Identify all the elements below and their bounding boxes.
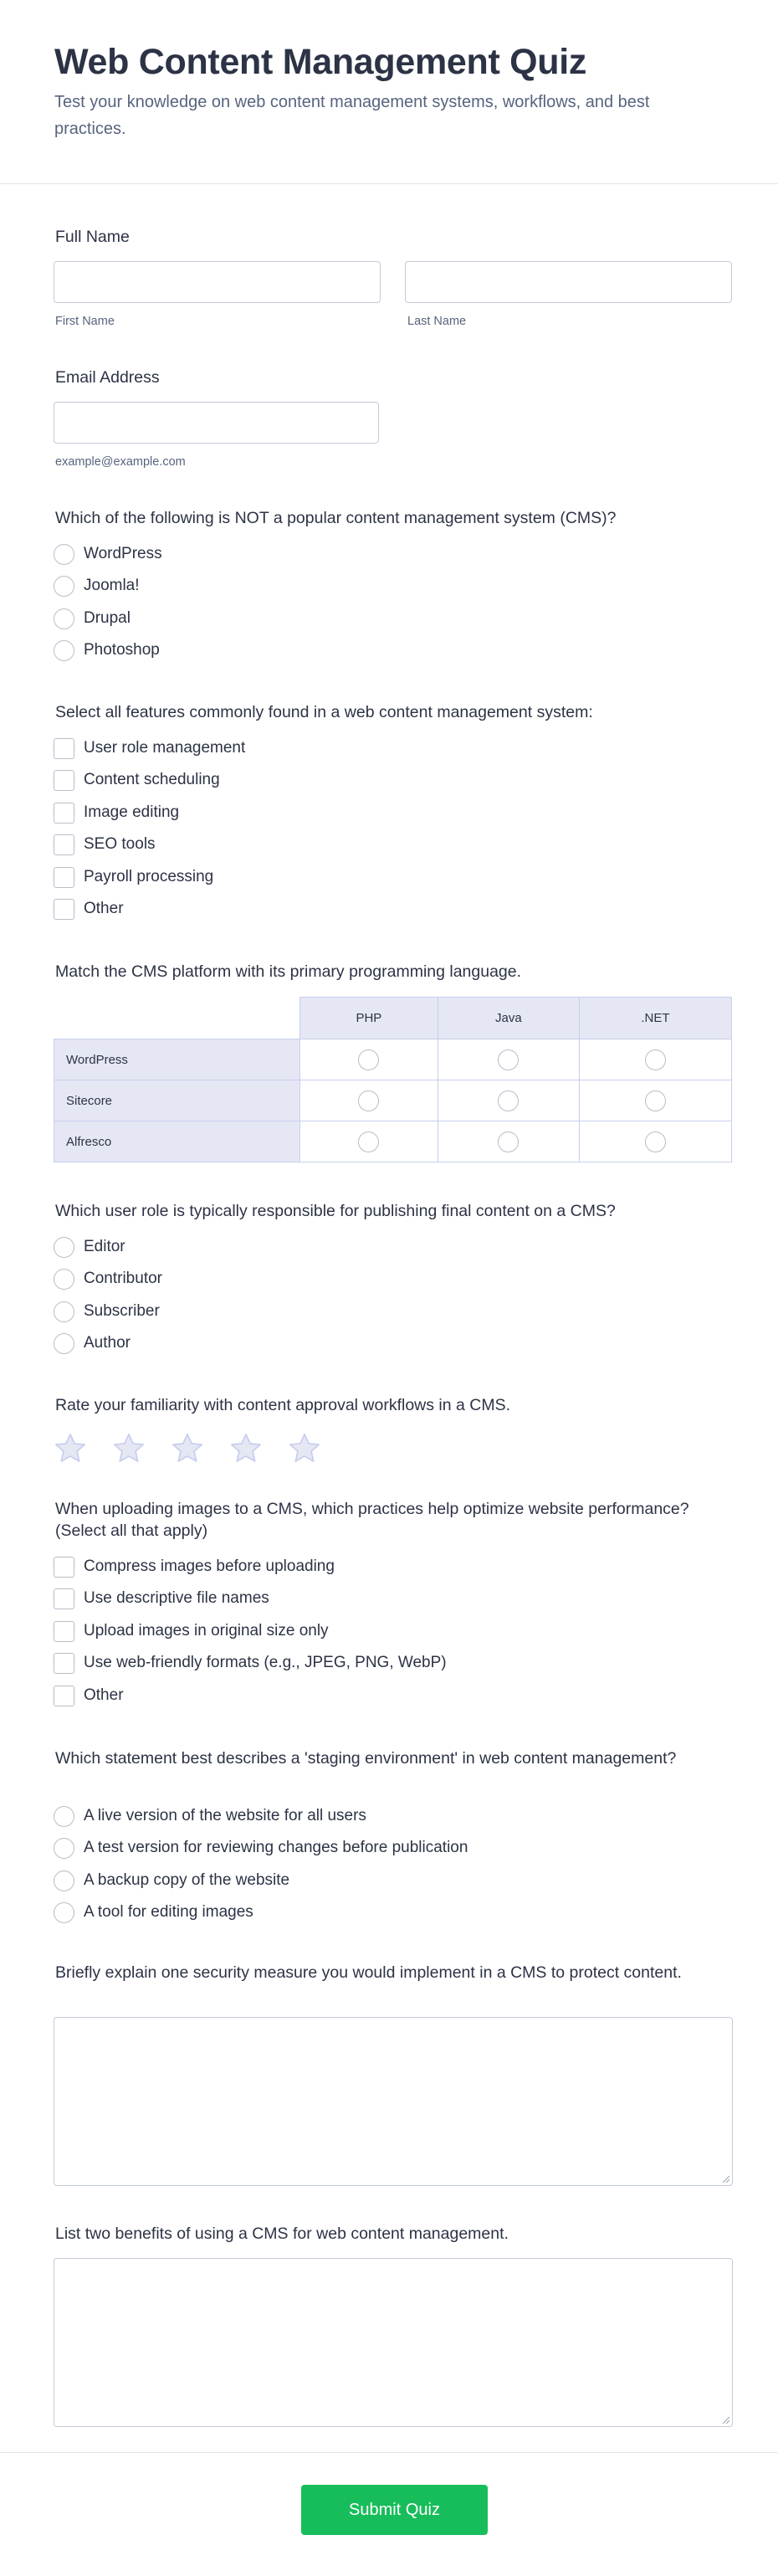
radio-button[interactable] bbox=[358, 1131, 379, 1152]
radio-button[interactable] bbox=[645, 1049, 666, 1070]
last-name-input[interactable] bbox=[405, 261, 732, 303]
star-icon[interactable] bbox=[287, 1431, 322, 1466]
q3-label: Match the CMS platform with its primary programming language. bbox=[55, 962, 522, 981]
q4-option[interactable] bbox=[54, 1332, 131, 1355]
submit-button[interactable]: Submit Quiz bbox=[301, 2485, 488, 2535]
q2-option[interactable] bbox=[54, 801, 179, 824]
email-sublabel: example@example.com bbox=[55, 455, 186, 469]
radio-button[interactable] bbox=[54, 1870, 74, 1891]
q1-option[interactable] bbox=[54, 542, 162, 566]
radio-button[interactable] bbox=[54, 544, 74, 565]
q2-option-label: User role management bbox=[84, 739, 246, 757]
q7-option[interactable] bbox=[54, 1836, 468, 1860]
matrix-cell[interactable] bbox=[300, 1080, 438, 1121]
q2-option[interactable] bbox=[54, 768, 220, 792]
q4-option[interactable] bbox=[54, 1235, 125, 1259]
q7-option[interactable] bbox=[54, 1869, 289, 1892]
checkbox[interactable] bbox=[54, 738, 74, 759]
q1-option-label: Photoshop bbox=[84, 641, 160, 659]
q7-option-label: A test version for reviewing changes before publication bbox=[84, 1839, 468, 1856]
matrix-cell[interactable] bbox=[579, 1121, 731, 1162]
matrix-table bbox=[54, 997, 732, 1162]
last-name-sublabel: Last Name bbox=[407, 315, 467, 328]
q6-label: When uploading images to a CMS, which practices help optimize website performance? (Select all that apply) bbox=[55, 1500, 689, 1540]
q9-textarea[interactable] bbox=[54, 2258, 733, 2427]
q2-option-label: Content scheduling bbox=[84, 771, 220, 788]
q6-option[interactable] bbox=[54, 1587, 269, 1610]
q2-option-label: Image editing bbox=[84, 803, 180, 821]
matrix-row bbox=[54, 1039, 732, 1080]
first-name-sublabel: First Name bbox=[55, 315, 115, 328]
q4-option[interactable] bbox=[54, 1300, 160, 1323]
checkbox[interactable] bbox=[54, 803, 74, 824]
q6-option-label: Other bbox=[84, 1686, 124, 1704]
star-icon[interactable] bbox=[111, 1431, 146, 1466]
page-title: Web Content Management Quiz bbox=[54, 42, 587, 82]
matrix-row bbox=[54, 1080, 732, 1121]
checkbox[interactable] bbox=[54, 867, 74, 888]
q4-option-label: Author bbox=[84, 1334, 131, 1352]
q6-option[interactable] bbox=[54, 1555, 335, 1578]
checkbox[interactable] bbox=[54, 1621, 74, 1642]
q7-option-label: A live version of the website for all users bbox=[84, 1807, 366, 1824]
q2-label: Select all features commonly found in a web content management system: bbox=[55, 703, 593, 721]
matrix-cell[interactable] bbox=[438, 1080, 579, 1121]
q7-label: Which statement best describes a 'staging environment' in web content management? bbox=[55, 1749, 677, 1768]
q7-option[interactable] bbox=[54, 1901, 253, 1924]
q1-option[interactable] bbox=[54, 639, 160, 662]
form-header bbox=[0, 0, 778, 184]
matrix-row-label: Alfresco bbox=[54, 1121, 300, 1162]
q7-option-label: A tool for editing images bbox=[84, 1903, 253, 1921]
q1-label: Which of the following is NOT a popular content management system (CMS)? bbox=[55, 509, 617, 527]
form-footer bbox=[0, 2452, 778, 2576]
radio-button[interactable] bbox=[498, 1090, 519, 1111]
radio-button[interactable] bbox=[54, 1806, 74, 1827]
radio-button[interactable] bbox=[54, 1333, 74, 1354]
checkbox[interactable] bbox=[54, 899, 74, 920]
q5-label: Rate your familiarity with content approval workflows in a CMS. bbox=[55, 1396, 511, 1414]
radio-button[interactable] bbox=[498, 1049, 519, 1070]
star-icon[interactable] bbox=[228, 1431, 264, 1466]
q1-option-label: Joomla! bbox=[84, 577, 140, 594]
matrix-cell[interactable] bbox=[579, 1039, 731, 1080]
q4-label: Which user role is typically responsible for publishing final content on a CMS? bbox=[55, 1202, 616, 1220]
resize-grip-icon[interactable] bbox=[721, 2415, 729, 2424]
resize-grip-icon[interactable] bbox=[721, 2174, 729, 2183]
radio-button[interactable] bbox=[358, 1090, 379, 1111]
first-name-input[interactable] bbox=[54, 261, 381, 303]
q7-option-label: A backup copy of the website bbox=[84, 1871, 290, 1889]
q4-option-label: Editor bbox=[84, 1238, 125, 1255]
q2-option[interactable] bbox=[54, 736, 245, 760]
page-subtitle: Test your knowledge on web content management systems, workflows, and best practices. bbox=[54, 93, 650, 138]
matrix-cell[interactable] bbox=[579, 1080, 731, 1121]
q6-option-label: Compress images before uploading bbox=[84, 1557, 335, 1575]
matrix-row-label: WordPress bbox=[54, 1039, 300, 1080]
q2-option[interactable] bbox=[54, 897, 124, 921]
radio-button[interactable] bbox=[54, 608, 74, 629]
q1-option-label: Drupal bbox=[84, 609, 131, 627]
matrix-row bbox=[54, 1121, 732, 1162]
radio-button[interactable] bbox=[645, 1131, 666, 1152]
q6-option-label: Upload images in original size only bbox=[84, 1622, 329, 1640]
matrix-column-header: PHP bbox=[300, 998, 438, 1039]
radio-button[interactable] bbox=[498, 1131, 519, 1152]
radio-button[interactable] bbox=[54, 640, 74, 661]
matrix-corner bbox=[54, 998, 300, 1039]
radio-button[interactable] bbox=[54, 1301, 74, 1322]
q8-textarea[interactable] bbox=[54, 2017, 733, 2186]
radio-button[interactable] bbox=[54, 1838, 74, 1859]
checkbox[interactable] bbox=[54, 834, 74, 855]
q7-option[interactable] bbox=[54, 1804, 366, 1828]
q6-option[interactable] bbox=[54, 1684, 124, 1707]
radio-button[interactable] bbox=[54, 576, 74, 597]
q4-option-label: Contributor bbox=[84, 1270, 162, 1287]
q1-option[interactable] bbox=[54, 574, 140, 598]
matrix-cell[interactable] bbox=[438, 1121, 579, 1162]
checkbox[interactable] bbox=[54, 1686, 74, 1706]
q2-option-label: SEO tools bbox=[84, 835, 156, 853]
q8-label: Briefly explain one security measure you would implement in a CMS to protect content. bbox=[55, 1963, 682, 1982]
matrix-row-label: Sitecore bbox=[54, 1080, 300, 1121]
q1-option-label: WordPress bbox=[84, 545, 162, 562]
q6-option[interactable] bbox=[54, 1651, 447, 1675]
q2-option-label: Other bbox=[84, 900, 124, 917]
q4-option-label: Subscriber bbox=[84, 1302, 160, 1320]
radio-button[interactable] bbox=[645, 1090, 666, 1111]
checkbox[interactable] bbox=[54, 1653, 74, 1674]
q2-option-label: Payroll processing bbox=[84, 868, 214, 885]
q4-option[interactable] bbox=[54, 1267, 162, 1291]
checkbox[interactable] bbox=[54, 1588, 74, 1609]
q1-option[interactable] bbox=[54, 607, 131, 630]
q2-option[interactable] bbox=[54, 833, 156, 856]
radio-button[interactable] bbox=[358, 1049, 379, 1070]
email-label: Email Address bbox=[55, 368, 160, 387]
star-rating bbox=[53, 1431, 345, 1466]
checkbox[interactable] bbox=[54, 770, 74, 791]
radio-button[interactable] bbox=[54, 1269, 74, 1290]
radio-button[interactable] bbox=[54, 1902, 74, 1923]
matrix-column-header: Java bbox=[438, 998, 579, 1039]
matrix-cell[interactable] bbox=[300, 1039, 438, 1080]
q6-option-label: Use web-friendly formats (e.g., JPEG, PNG, WebP) bbox=[84, 1654, 447, 1671]
matrix-cell[interactable] bbox=[438, 1039, 579, 1080]
radio-button[interactable] bbox=[54, 1237, 74, 1258]
star-icon[interactable] bbox=[170, 1431, 205, 1466]
q6-option[interactable] bbox=[54, 1619, 329, 1643]
checkbox[interactable] bbox=[54, 1557, 74, 1578]
star-icon[interactable] bbox=[53, 1431, 88, 1466]
full-name-label: Full Name bbox=[55, 228, 130, 246]
matrix-cell[interactable] bbox=[300, 1121, 438, 1162]
email-input[interactable] bbox=[54, 402, 379, 444]
q9-label: List two benefits of using a CMS for web content management. bbox=[55, 2224, 509, 2243]
q2-option[interactable] bbox=[54, 865, 213, 889]
matrix-column-header: .NET bbox=[579, 998, 731, 1039]
q6-option-label: Use descriptive file names bbox=[84, 1589, 269, 1607]
